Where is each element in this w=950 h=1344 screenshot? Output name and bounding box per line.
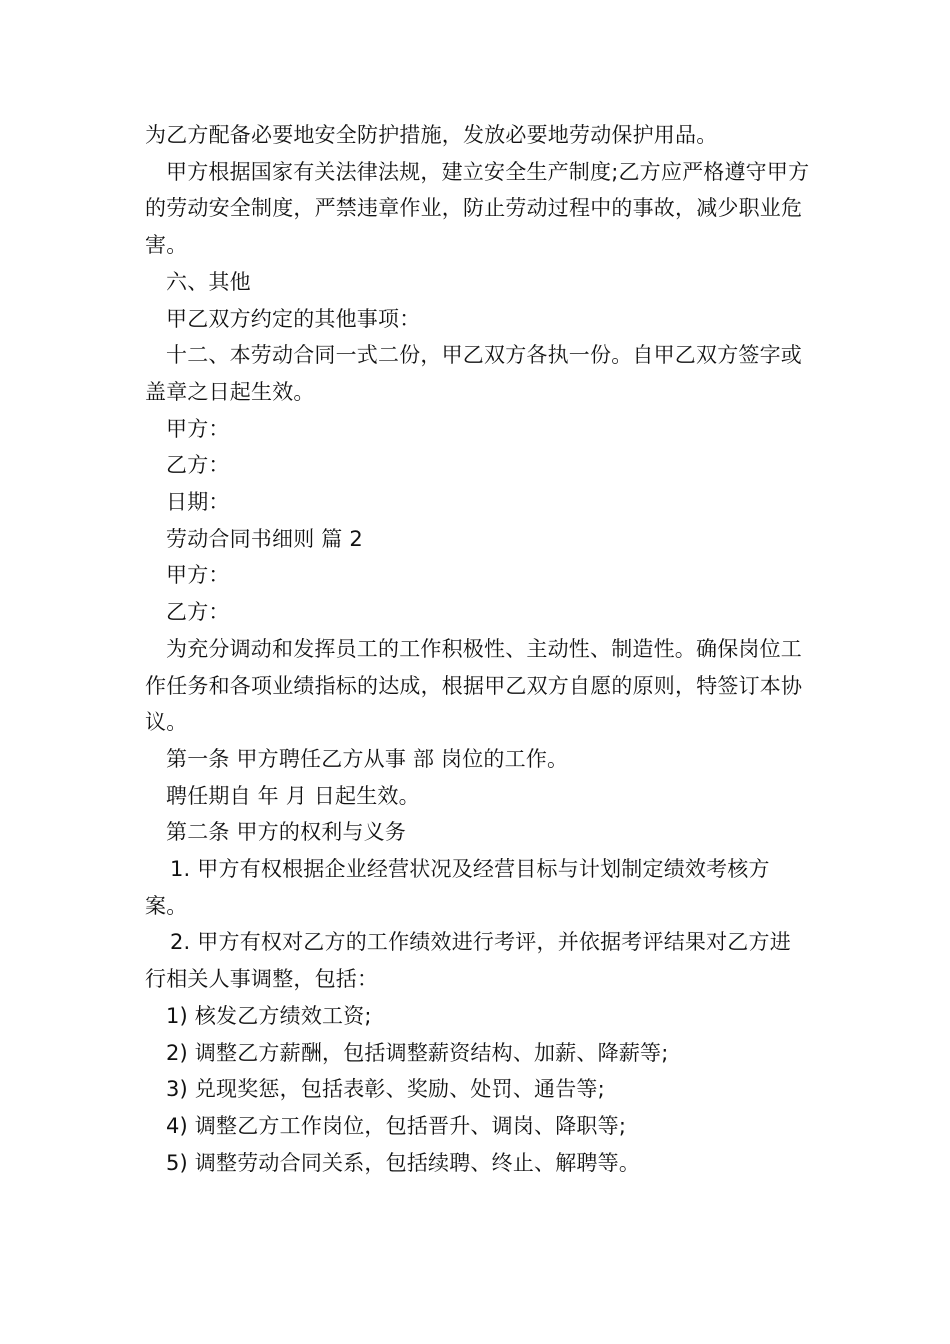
appointment-period: 聘任期自 年 月 日起生效。 [166,783,420,808]
adjustment-item-3: 3) 兑现奖惩，包括表彰、奖励、处罚、通告等; [166,1077,605,1102]
article-two-heading: 第二条 甲方的权利与义务 [166,820,407,845]
paragraph-contract-copies: 十二、本劳动合同一式二份，甲乙双方各执一份。自甲乙双方签字或盖章之日起生效。 [145,343,802,404]
document-body [145,117,810,1181]
article-two-item-1: 1. 甲方有权根据企业经营状况及经营目标与计划制定绩效考核方案。 [145,857,770,918]
adjustment-item-1: 1) 核发乙方绩效工资; [166,1003,372,1028]
signature-party-a: 甲方： [166,416,230,441]
party-a-label: 甲方： [166,563,230,588]
paragraph-agreement-purpose: 为充分调动和发挥员工的工作积极性、主动性、制造性。确保岗位工作任务和各项业绩指标的达成，根据甲乙双方自愿的原则，特签订本协议。 [145,636,803,735]
section-title-part-2: 劳动合同书细则 篇 2 [166,526,363,551]
signature-date: 日期： [166,490,230,515]
adjustment-item-5: 5) 调整劳动合同关系，包括续聘、终止、解聘等。 [166,1150,641,1175]
paragraph-safety-equipment: 为乙方配备必要地安全防护措施，发放必要地劳动保护用品。 [145,123,718,147]
article-two-item-2: 2. 甲方有权对乙方的工作绩效进行考评，并依据考评结果对乙方进行相关人事调整，包括： [145,930,791,992]
party-b-label: 乙方： [166,600,230,625]
paragraph-other-matters: 甲乙双方约定的其他事项： [166,306,421,331]
paragraph-safety-system: 甲方根据国家有关法律法规，建立安全生产制度;乙方应严格遵守甲方的劳动安全制度，严禁违章作业，防止劳动过程中的事故，减少职业危害。 [145,159,810,258]
signature-party-b: 乙方： [166,453,230,478]
section-heading-other: 六、其他 [166,269,251,294]
adjustment-item-4: 4) 调整乙方工作岗位，包括晋升、调岗、降职等; [166,1113,627,1138]
article-one: 第一条 甲方聘任乙方从事 部 岗位的工作。 [166,746,569,771]
adjustment-item-2: 2) 调整乙方薪酬，包括调整薪资结构、加薪、降薪等; [166,1040,669,1065]
